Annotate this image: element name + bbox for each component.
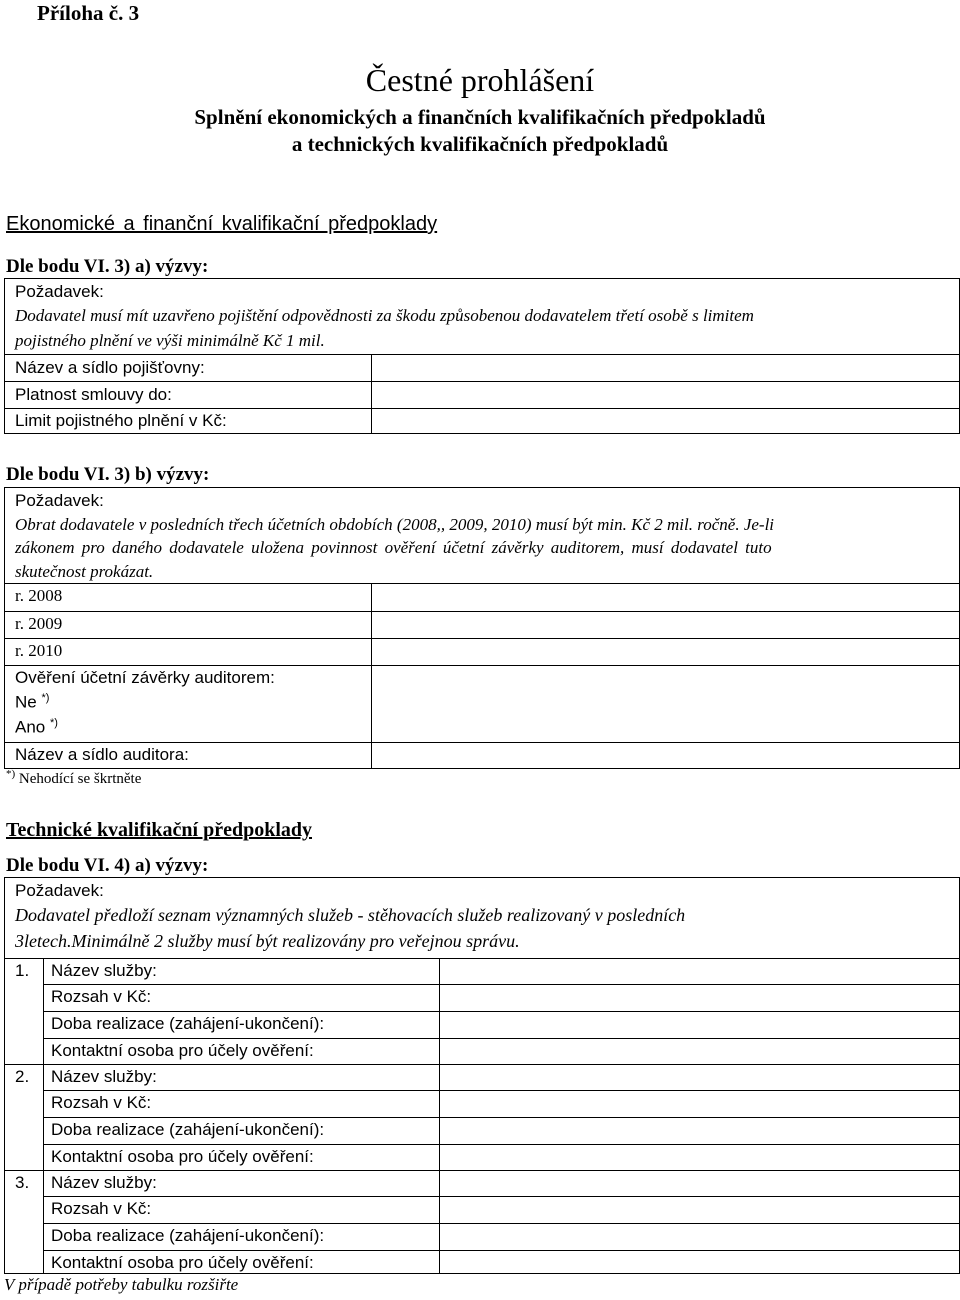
- row-divider: [5, 583, 959, 584]
- economic-a-req-label: Požadavek:: [15, 282, 104, 301]
- economic-a-req-line-1: Dodavatel musí mít uzavřeno pojištění odpovědnosti za škodu způsobenou dodavatelem třetí osobě s limitem: [15, 306, 754, 325]
- service-2-scope-label: Rozsah v Kč:: [51, 1093, 152, 1112]
- year-2010-label: r. 2010: [15, 641, 63, 660]
- document-title: Čestné prohlášení: [365, 62, 595, 98]
- economic-a-req-line-2: pojistného plnění ve výši minimálně Kč 1 mil.: [15, 331, 325, 350]
- row-divider: [5, 1064, 959, 1065]
- subtitle-line-1: Splnění ekonomických a finančních kvalifikačních předpokladů: [194, 105, 766, 129]
- audit-option-yes-label: Ano: [15, 717, 46, 737]
- row-divider: [5, 665, 959, 666]
- row-divider: [43, 1144, 959, 1145]
- row-divider: [43, 1223, 959, 1224]
- row-divider: [5, 408, 959, 409]
- document-subtitle: [0, 104, 960, 158]
- row-divider: [5, 381, 959, 382]
- economic-b-req-line-2: zákonem pro daného dodavatele uložena povinnost ověření účetní závěrky auditorem, musí dodavatel tuto: [15, 538, 772, 557]
- service-3-number: 3.: [15, 1173, 30, 1192]
- service-3-duration-label: Doba realizace (zahájení-ukončení):: [51, 1226, 325, 1245]
- economic-b-table: [4, 487, 960, 769]
- economic-a-table: [4, 278, 960, 434]
- insurer-name-label: Název a sídlo pojišťovny:: [15, 358, 205, 377]
- row-divider: [5, 742, 959, 743]
- row-divider: [43, 1117, 959, 1118]
- contract-validity-label: Platnost smlouvy do:: [15, 385, 172, 404]
- auditor-name-label: Název a sídlo auditora:: [15, 745, 189, 764]
- service-1-contact-label: Kontaktní osoba pro účely ověření:: [51, 1041, 314, 1060]
- audit-label: Ověření účetní závěrky auditorem:: [15, 668, 275, 687]
- economic-b-ref: Dle bodu VI. 3) b) výzvy:: [6, 464, 210, 485]
- row-divider: [5, 611, 959, 612]
- technical-req-line-2: 3letech.Minimálně 2 služby musí být realizovány pro veřejnou správu.: [15, 931, 520, 951]
- technical-req-label: Požadavek:: [15, 881, 104, 900]
- footnote-star: *): [6, 768, 16, 780]
- service-2-duration-label: Doba realizace (zahájení-ukončení):: [51, 1120, 325, 1139]
- column-divider: [371, 583, 372, 665]
- service-1-name-label: Název služby:: [51, 961, 157, 980]
- service-1-scope-label: Rozsah v Kč:: [51, 987, 152, 1006]
- service-2-name-label: Název služby:: [51, 1067, 157, 1086]
- row-divider: [5, 1170, 959, 1171]
- footnote: [6, 768, 141, 788]
- service-3-scope-label: Rozsah v Kč:: [51, 1199, 152, 1218]
- row-divider: [43, 1090, 959, 1091]
- row-divider: [5, 958, 959, 959]
- row-divider: [43, 1250, 959, 1251]
- row-divider: [43, 984, 959, 985]
- economic-b-req-line-3: skutečnost prokázat.: [15, 562, 154, 581]
- column-divider: [439, 958, 440, 1273]
- audit-option-yes[interactable]: [15, 717, 58, 738]
- service-3-name-label: Název služby:: [51, 1173, 157, 1192]
- row-divider: [43, 1011, 959, 1012]
- column-divider: [371, 665, 372, 768]
- star-mark: *): [49, 717, 58, 729]
- year-2008-label: r. 2008: [15, 586, 63, 605]
- economic-b-req-line-1: Obrat dodavatele v posledních třech účetních obdobích (2008,, 2009, 2010) musí být min. Kč 2 mil. ročně. Je-li: [15, 515, 775, 534]
- year-2009-label: r. 2009: [15, 614, 63, 633]
- economic-b-req-label: Požadavek:: [15, 491, 104, 510]
- subtitle-line-2: a technických kvalifikačních předpokladů: [291, 132, 669, 156]
- economic-a-ref: Dle bodu VI. 3) a) výzvy:: [6, 256, 209, 277]
- insurance-limit-label: Limit pojistného plnění v Kč:: [15, 411, 227, 430]
- audit-option-no-label: Ne: [15, 692, 37, 712]
- star-mark: *): [41, 692, 50, 704]
- row-divider: [43, 1038, 959, 1039]
- technical-ref: Dle bodu VI. 4) a) výzvy:: [6, 855, 209, 876]
- table-extend-note: V případě potřeby tabulku rozšiřte: [4, 1275, 239, 1294]
- audit-option-no[interactable]: [15, 692, 49, 713]
- technical-table: [4, 877, 960, 1274]
- column-divider: [43, 958, 44, 1273]
- row-divider: [43, 1196, 959, 1197]
- annex-label: Příloha č. 3: [37, 1, 140, 25]
- row-divider: [5, 638, 959, 639]
- service-2-contact-label: Kontaktní osoba pro účely ověření:: [51, 1147, 314, 1166]
- service-1-number: 1.: [15, 961, 30, 980]
- economic-heading: Ekonomické a finanční kvalifikační předpoklady: [6, 213, 438, 235]
- row-divider: [5, 354, 959, 355]
- service-3-contact-label: Kontaktní osoba pro účely ověření:: [51, 1253, 314, 1272]
- technical-req-line-1: Dodavatel předloží seznam významných služeb - stěhovacích služeb realizovaný v posledních: [15, 905, 686, 925]
- service-2-number: 2.: [15, 1067, 30, 1086]
- service-1-duration-label: Doba realizace (zahájení-ukončení):: [51, 1014, 325, 1033]
- technical-heading: Technické kvalifikační předpoklady: [6, 819, 312, 841]
- column-divider: [371, 354, 372, 433]
- footnote-text: Nehodící se škrtněte: [18, 771, 142, 787]
